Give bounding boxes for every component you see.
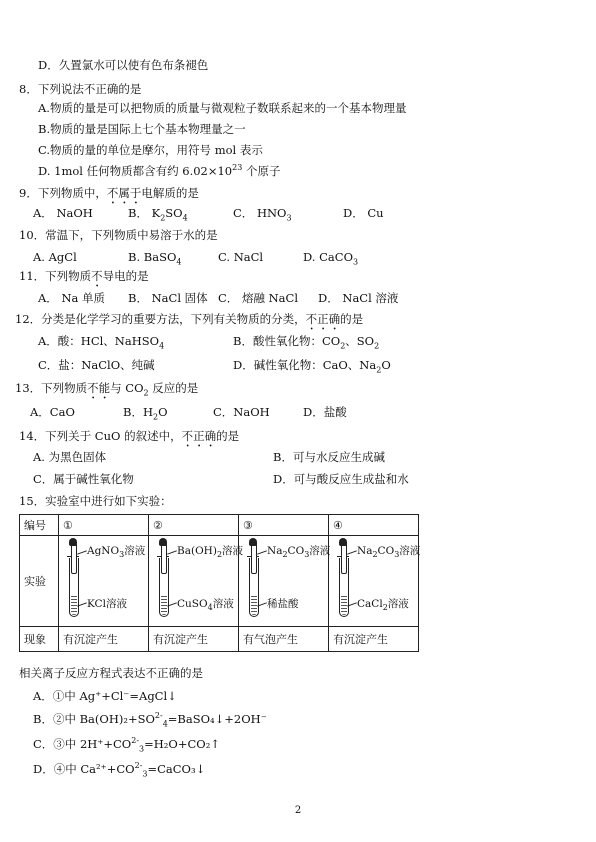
q7-option-d: D．久置氯水可以使有色布条褪色 (38, 58, 209, 72)
exp-cell-2 (149, 536, 244, 627)
q15-stem: 15．实验室中进行如下实验： (19, 494, 172, 508)
q15-option-a: A．①中 Ag⁺+Cl⁻=AgCl↓ (33, 689, 177, 703)
q13-option-d: D．盐酸 (303, 405, 347, 419)
q14-option-a: A. 为黑色固体 (33, 450, 107, 464)
reagent-bottom-3: 稀盐酸 (267, 598, 299, 610)
q10-option-d: D. CaCO$_3$ (303, 250, 359, 267)
exp-cell-3 (239, 536, 329, 627)
q14-option-d: D．可与酸反应生成盐和水 (273, 472, 409, 486)
reagent-top-2: $Ba(OH)_2$溶液 (177, 545, 244, 560)
q11-option-b: B． NaCl 固体 (128, 291, 208, 305)
q15-option-d: D．④中 $Ca^{2+}+CO^{2-}_3=CaCO_3↓$ (33, 761, 206, 779)
exp-cell-4 (329, 536, 419, 627)
q10-option-a: A. AgCl (33, 250, 77, 264)
dropper-icon (341, 542, 347, 574)
table-header-experiment: 实验 (20, 536, 59, 627)
q12-option-c: C．盐：NaClO、纯碱 (38, 358, 155, 372)
q15-option-b: B．②中 $Ba(OH)_2+SO^{2-}_4=BaSO_4↓+2OH^-$ (33, 711, 267, 729)
reagent-bottom-2: CuSO$_4$溶液 (177, 598, 234, 613)
q13-stem: 13．下列物质不能与 $CO_2$ 反应的是 (15, 381, 199, 398)
obs-1: 有沉淀产生 (59, 627, 149, 652)
q11-option-c: C． 熔融 NaCl (218, 291, 299, 305)
q13-option-a: A．CaO (30, 405, 75, 419)
q14-option-c: C．属于碱性氧化物 (33, 472, 134, 486)
obs-2: 有沉淀产生 (149, 627, 239, 652)
q11-stem: 11．下列物质不导电的是 (19, 269, 149, 283)
q9-option-b: B． $K_2SO_4$ (128, 206, 188, 223)
exp-num-1: ① (59, 515, 149, 536)
reagent-top-4: $Na_2CO_3$溶液 (357, 545, 421, 560)
q13-option-c: C．NaOH (213, 405, 270, 419)
q10-option-c: C. NaCl (218, 250, 264, 264)
q11-option-d: D． NaCl 溶液 (318, 291, 399, 305)
q14-stem: 14．下列关于 CuO 的叙述中，不正确的是 (19, 429, 240, 443)
exp-num-4: ④ (329, 515, 419, 536)
q9-option-d: D． Cu (343, 206, 384, 220)
dropper-icon (251, 542, 257, 574)
table-header-number: 编号 (20, 515, 59, 536)
dropper-icon (71, 542, 77, 574)
obs-4: 有沉淀产生 (329, 627, 419, 652)
q9-option-c: C． $HNO_3$ (233, 206, 292, 223)
q9-stem: 9．下列物质中，不属于电解质的是 (19, 186, 199, 200)
dropper-icon (161, 542, 167, 574)
reagent-top-1: AgNO$_3$溶液 (87, 545, 146, 560)
q15-sub-stem: 相关离子反应方程式表达不正确的是 (19, 666, 203, 680)
q14-option-b: B．可与水反应生成碱 (273, 450, 385, 464)
reagent-top-3: $Na_2CO_3$溶液 (267, 545, 331, 560)
page-number: 2 (294, 805, 302, 816)
reagent-bottom-4: CaCl$_2$溶液 (357, 598, 409, 613)
table-header-observation: 现象 (20, 627, 59, 652)
exp-num-2: ② (149, 515, 239, 536)
exp-cell-1 (59, 536, 149, 627)
q8-option-c: C.物质的量的单位是摩尔，用符号 mol 表示 (38, 143, 263, 157)
experiment-table (19, 514, 419, 652)
q12-option-b: B．酸性氧化物：$CO_2$、$SO_2$ (233, 334, 380, 351)
q10-stem: 10．常温下，下列物质中易溶于水的是 (19, 228, 218, 242)
reagent-bottom-1: KCl溶液 (87, 598, 127, 610)
q12-option-d: D．碱性氧化物：CaO、$Na_2O$ (233, 358, 391, 375)
q8-option-b: B.物质的量是国际上七个基本物理量之一 (38, 122, 246, 136)
q12-option-a: A．酸：HCl、NaHSO$_4$ (38, 334, 165, 351)
q10-option-b: B. BaSO$_4$ (128, 250, 182, 267)
q12-stem: 12．分类是化学学习的重要方法，下列有关物质的分类，不正确的是 (15, 312, 364, 326)
exp-num-3: ③ (239, 515, 329, 536)
q13-option-b: B．$H_2O$ (123, 405, 168, 422)
q8-option-a: A.物质的量是可以把物质的质量与微观粒子数联系起来的一个基本物理量 (38, 101, 407, 115)
q15-option-c: C．③中 $2H^++CO^{2-}_3=H_2O+CO_2↑$ (33, 736, 220, 754)
q8-option-d: D. 1mol 任何物质都含有约 $6.02\times 10^{23}$ 个原子 (38, 163, 281, 178)
q8-stem: 8．下列说法不正确的是 (19, 82, 142, 96)
q11-option-a: A． Na 单质 (38, 291, 106, 305)
q9-option-a: A． NaOH (33, 206, 93, 220)
obs-3: 有气泡产生 (239, 627, 329, 652)
